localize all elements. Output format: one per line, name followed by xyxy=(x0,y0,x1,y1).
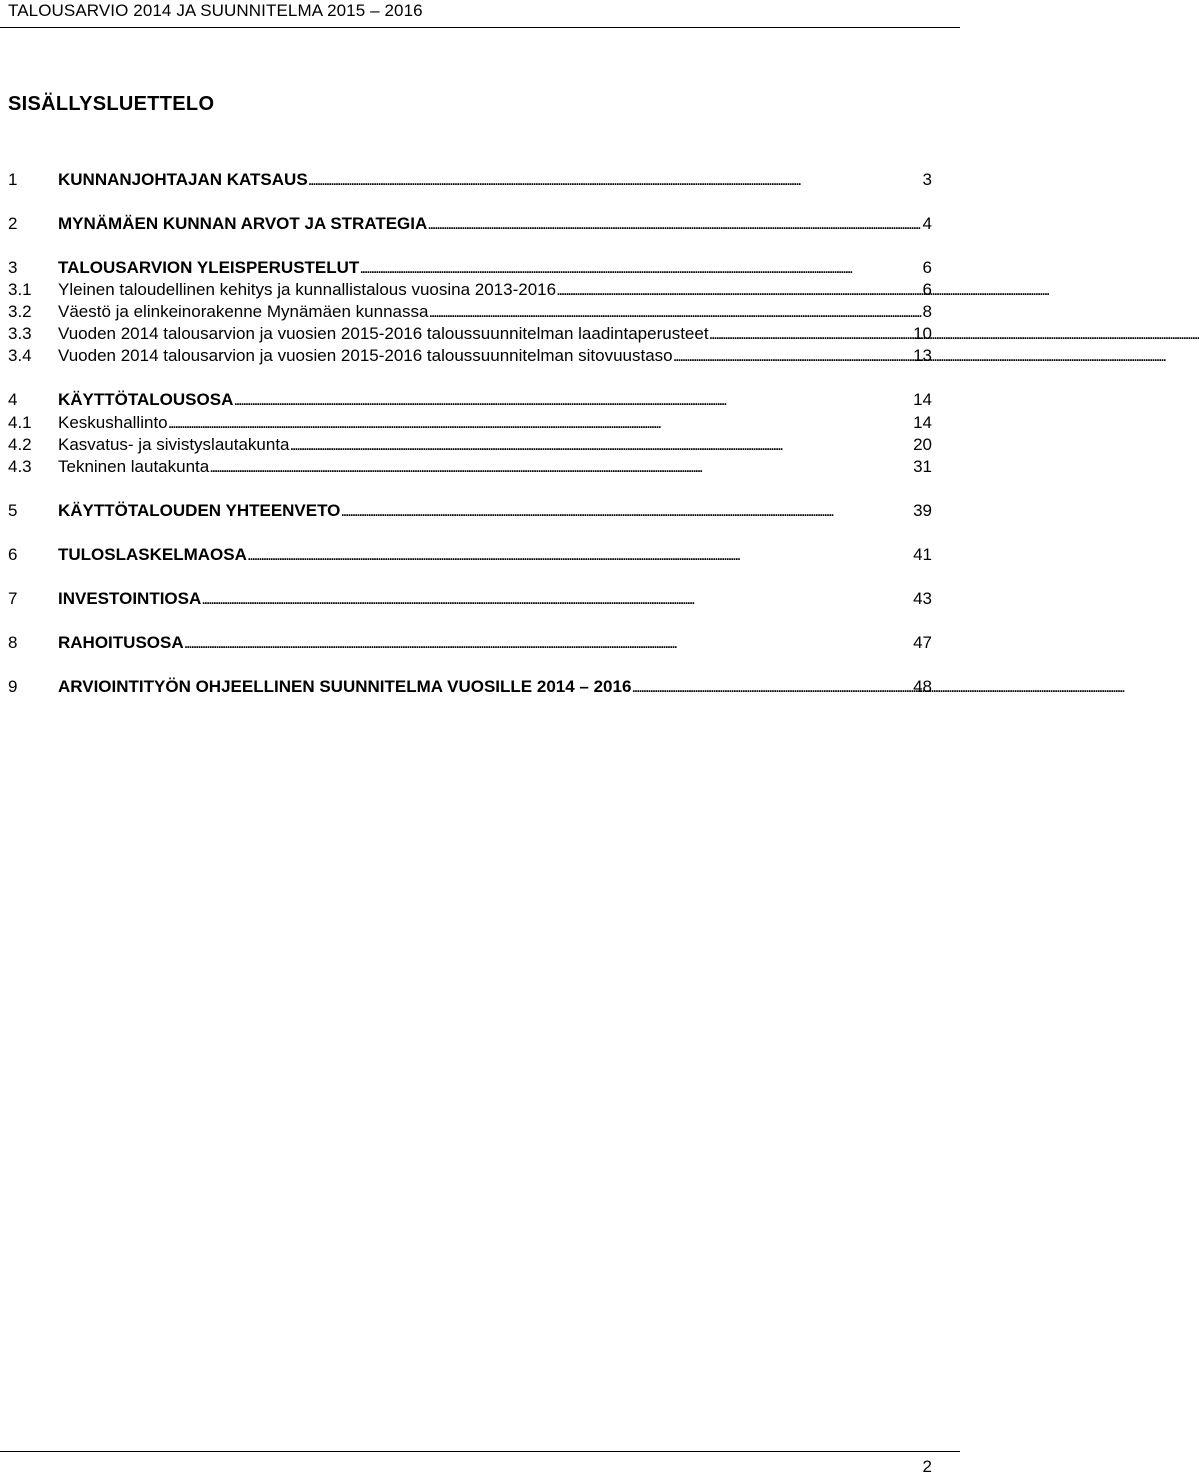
toc-entry[interactable] xyxy=(8,346,932,366)
toc-leader-dots xyxy=(209,457,909,477)
toc-entry-title: Vuoden 2014 talousarvion ja vuosien 2015-2016 taloussuunnitelman sitovuustaso xyxy=(58,346,673,365)
toc-entry-number: 3 xyxy=(8,258,18,277)
toc-entry-page: 41 xyxy=(913,545,932,564)
toc-entry-title: TULOSLASKELMAOSA xyxy=(58,545,247,564)
toc-entry-title: Tekninen lautakunta xyxy=(58,457,210,476)
toc-entry-page: 6 xyxy=(922,258,932,277)
toc-entry[interactable] xyxy=(8,302,932,322)
toc-entry-number: 8 xyxy=(8,633,18,652)
toc-entry-number: 7 xyxy=(8,589,18,608)
toc-entry-page: 39 xyxy=(913,501,932,520)
toc-entry-number: 4.1 xyxy=(8,413,32,432)
toc-entry-page: 14 xyxy=(913,413,932,432)
toc-entry-page: 10 xyxy=(913,324,932,343)
toc-entry-title: TALOUSARVION YLEISPERUSTELUT xyxy=(58,258,360,277)
toc-heading: SISÄLLYSLUETTELO xyxy=(8,93,215,115)
toc-entry-title: KÄYTTÖTALOUDEN YHTEENVETO xyxy=(58,501,341,520)
toc-entry-page: 47 xyxy=(913,633,932,652)
toc-leader-dots xyxy=(427,214,918,234)
toc-entry[interactable] xyxy=(8,390,932,410)
toc-entry-number: 9 xyxy=(8,677,18,696)
toc-entry[interactable] xyxy=(8,501,932,521)
toc-entry-title: Yleinen taloudellinen kehitys ja kunnallistalous vuosina 2013-2016 xyxy=(58,280,557,299)
toc-entry-page: 13 xyxy=(913,346,932,365)
toc-entry-title: MYNÄMÄEN KUNNAN ARVOT JA STRATEGIA xyxy=(58,214,428,233)
toc-leader-dots xyxy=(308,170,919,190)
toc-entry-page: 20 xyxy=(913,435,932,454)
toc-entry-page: 48 xyxy=(913,677,932,696)
toc-entry-number: 2 xyxy=(8,214,18,233)
toc-entry[interactable] xyxy=(8,677,932,697)
toc-entry-number: 3.1 xyxy=(8,280,32,299)
toc-entry-number: 5 xyxy=(8,501,18,520)
header-divider xyxy=(0,27,960,28)
toc-entry-page: 4 xyxy=(922,214,932,233)
toc-entry-number: 4.2 xyxy=(8,435,32,454)
toc-entry-page: 6 xyxy=(922,280,932,299)
toc-entry-page: 3 xyxy=(922,170,932,189)
toc-entry[interactable] xyxy=(8,214,932,234)
toc-entry-title: RAHOITUSOSA xyxy=(58,633,184,652)
toc-entry-title: KÄYTTÖTALOUSOSA xyxy=(58,390,234,409)
toc-leader-dots xyxy=(247,545,909,565)
toc-entry-title: Väestö ja elinkeinorakenne Mynämäen kunnassa xyxy=(58,302,429,321)
toc-entry-title: ARVIOINTITYÖN OHJEELLINEN SUUNNITELMA VUOSILLE 2014 – 2016 xyxy=(58,677,632,696)
toc-entry[interactable] xyxy=(8,280,932,300)
toc-leader-dots xyxy=(556,280,918,300)
toc-entry[interactable] xyxy=(8,170,932,190)
toc-entry-title: Kasvatus- ja sivistyslautakunta xyxy=(58,435,290,454)
toc-leader-dots xyxy=(673,346,909,366)
toc-entry-number: 4 xyxy=(8,390,18,409)
page-number: 2 xyxy=(922,1457,932,1476)
toc-leader-dots xyxy=(359,258,918,278)
toc-leader-dots xyxy=(428,302,918,322)
header-title: TALOUSARVIO 2014 JA SUUNNITELMA 2015 – 2016 xyxy=(8,1,423,20)
toc-entry-page: 43 xyxy=(913,589,932,608)
toc-entry-page: 31 xyxy=(913,457,932,476)
toc-entry[interactable] xyxy=(8,413,932,433)
toc-leader-dots xyxy=(290,435,910,455)
toc-entry-number: 1 xyxy=(8,170,18,189)
toc-entry[interactable] xyxy=(8,324,932,344)
toc-leader-dots xyxy=(709,324,910,344)
toc-entry[interactable] xyxy=(8,589,932,609)
toc-entry-title: Keskushallinto xyxy=(58,413,168,432)
toc-entry-number: 3.4 xyxy=(8,346,32,365)
toc-entry-number: 3.2 xyxy=(8,302,32,321)
toc-entry-title: KUNNANJOHTAJAN KATSAUS xyxy=(58,170,308,189)
toc-leader-dots xyxy=(168,413,909,433)
toc-entry[interactable] xyxy=(8,545,932,565)
toc-entry-title: INVESTOINTIOSA xyxy=(58,589,202,608)
toc-entry-page: 8 xyxy=(922,302,932,321)
toc-entry-number: 3.3 xyxy=(8,324,32,343)
toc-entry[interactable] xyxy=(8,633,932,653)
footer-divider xyxy=(0,1451,960,1452)
toc-entry-page: 14 xyxy=(913,390,932,409)
toc-entry-number: 4.3 xyxy=(8,457,32,476)
toc-entry-title: Vuoden 2014 talousarvion ja vuosien 2015-2016 taloussuunnitelman laadintaperusteet xyxy=(58,324,709,343)
toc-leader-dots xyxy=(631,677,909,697)
toc-leader-dots xyxy=(340,501,909,521)
toc-entry[interactable] xyxy=(8,457,932,477)
toc-entry[interactable] xyxy=(8,435,932,455)
toc-entry[interactable] xyxy=(8,258,932,278)
toc-leader-dots xyxy=(233,390,909,410)
toc-leader-dots xyxy=(201,589,909,609)
toc-entry-number: 6 xyxy=(8,545,18,564)
page-header xyxy=(0,0,960,30)
toc-leader-dots xyxy=(184,633,909,653)
